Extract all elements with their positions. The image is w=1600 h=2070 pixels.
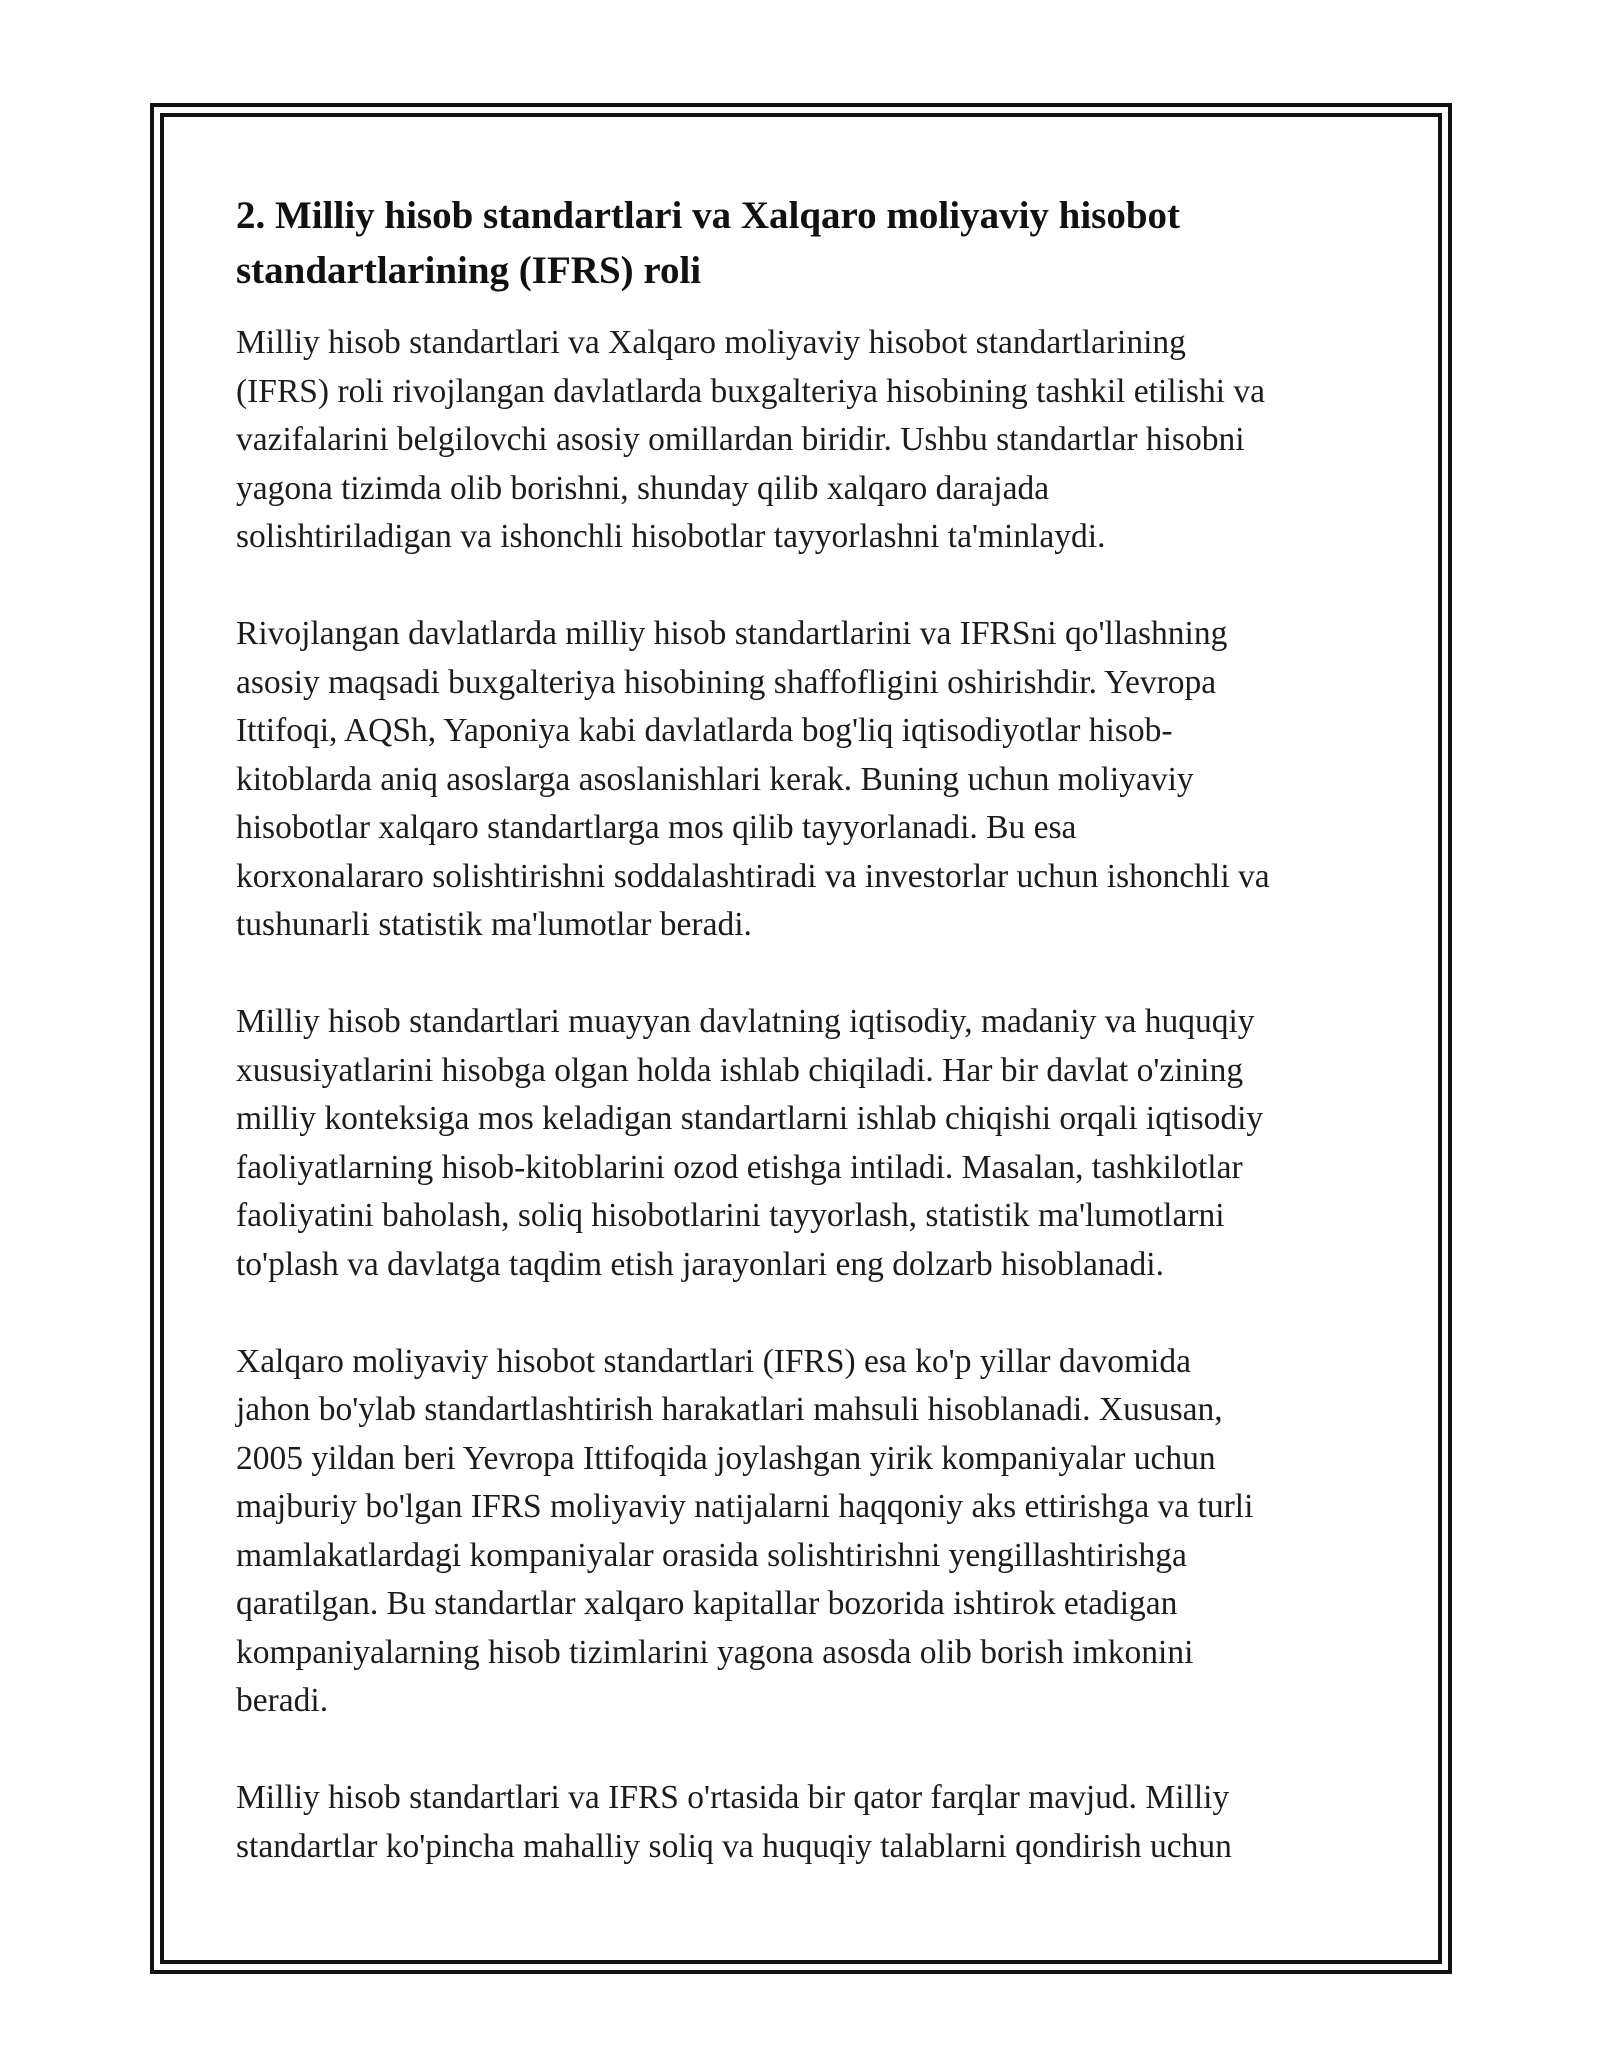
document-body — [236, 188, 1376, 1920]
text-line: hisobotlar xalqaro standartlarga mos qilib tayyorlanadi. Bu esa — [236, 809, 1077, 846]
text-line: asosiy maqsadi buxgalteriya hisobining shaffofligini oshirishdir. Yevropa — [236, 663, 1217, 701]
text-line: kitoblarda aniq asoslarga asoslanishlari kerak. Buning uchun moliyaviy — [236, 760, 1194, 798]
text-line: Milliy hisob standartlari va Xalqaro moliyaviy hisobot standartlarining — [236, 324, 1186, 361]
text-line: solishtiriladigan va ishonchli hisobotlar tayyorlashni ta'minlaydi. — [236, 518, 1106, 555]
paragraph-1 — [236, 319, 1376, 562]
paragraph-4 — [236, 1338, 1376, 1726]
heading-line: 2. Milliy hisob standartlari va Xalqaro moliyaviy hisobot — [236, 194, 1181, 237]
text-line: Milliy hisob standartlari va IFRS o'rtasida bir qator farqlar mavjud. Milliy — [236, 1779, 1230, 1816]
paragraph-5 — [236, 1774, 1376, 1871]
text-line: Ittifoqi, AQSh, Yaponiya kabi davlatlarda bog'liq iqtisodiyotlar hisob- — [236, 712, 1173, 749]
text-line: vazifalarini belgilovchi asosiy omillardan biridir. Ushbu standartlar hisobni — [236, 421, 1245, 458]
paragraph-2 — [236, 610, 1376, 950]
text-line: Xalqaro moliyaviy hisobot standartlari (IFRS) esa ko'p yillar davomida — [236, 1342, 1192, 1380]
paragraph-3 — [236, 998, 1376, 1289]
text-line: kompaniyalarning hisob tizimlarini yagona asosda olib borish imkonini — [236, 1633, 1194, 1671]
text-line: qaratilgan. Bu standartlar xalqaro kapitallar bozorida ishtirok etadigan — [236, 1585, 1178, 1622]
text-line: xususiyatlarini hisobga olgan holda ishlab chiqiladi. Har bir davlat o'zining — [236, 1051, 1244, 1089]
text-line: faoliyatini baholash, soliq hisobotlarini tayyorlash, statistik ma'lumotlarni — [236, 1197, 1225, 1234]
text-line: jahon bo'ylab standartlashtirish harakatlari mahsuli hisoblanadi. Xususan, — [236, 1391, 1223, 1428]
heading-line: standartlarining (IFRS) roli — [236, 249, 702, 292]
text-line: korxonalararo solishtirishni soddalashtiradi va investorlar uchun ishonchli va — [236, 857, 1270, 895]
text-line: beradi. — [236, 1682, 329, 1719]
text-line: yagona tizimda olib borishni, shunday qilib xalqaro darajada — [236, 469, 1050, 507]
text-line: 2005 yildan beri Yevropa Ittifoqida joylashgan yirik kompaniyalar uchun — [236, 1439, 1216, 1477]
section-heading — [236, 188, 1376, 298]
text-line: Milliy hisob standartlari muayyan davlatning iqtisodiy, madaniy va huquqiy — [236, 1003, 1255, 1040]
text-line: Rivojlangan davlatlarda milliy hisob standartlarini va IFRSni qo'llashning — [236, 615, 1228, 652]
text-line: majburiy bo'lgan IFRS moliyaviy natijalarni haqqoniy aks ettirishga va turli — [236, 1488, 1254, 1525]
text-line: (IFRS) roli rivojlangan davlatlarda buxgalteriya hisobining tashkil etilishi va — [236, 372, 1265, 410]
text-line: mamlakatlardagi kompaniyalar orasida solishtirishni yengillashtirishga — [236, 1536, 1187, 1574]
text-line: to'plash va davlatga taqdim etish jarayonlari eng dolzarb hisoblanadi. — [236, 1245, 1164, 1283]
text-line: standartlar ko'pincha mahalliy soliq va huquqiy talablarni qondirish uchun — [236, 1827, 1232, 1865]
text-line: milliy konteksiga mos keladigan standartlarni ishlab chiqishi orqali iqtisodiy — [236, 1100, 1264, 1137]
text-line: tushunarli statistik ma'lumotlar beradi. — [236, 906, 752, 943]
text-line: faoliyatlarning hisob-kitoblarini ozod etishga intiladi. Masalan, tashkilotlar — [236, 1148, 1243, 1186]
